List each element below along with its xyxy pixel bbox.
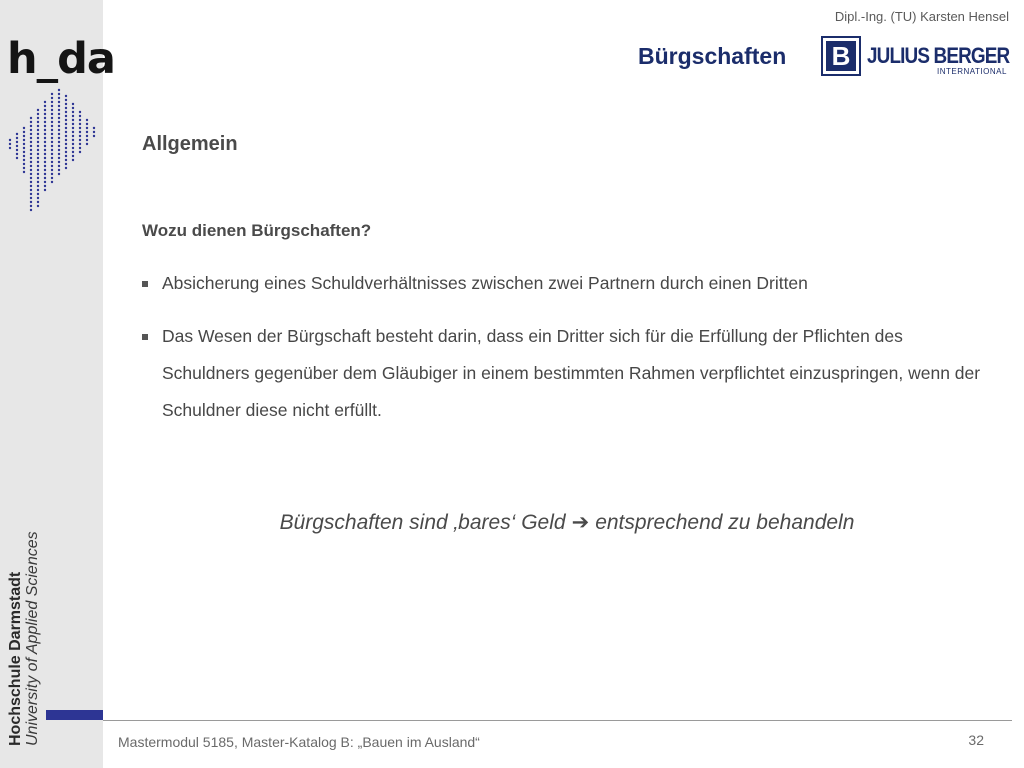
page-number: 32: [968, 732, 984, 748]
julius-berger-logo-letter: B: [826, 41, 856, 71]
institution-subtitle: University of Applied Sciences: [23, 531, 41, 746]
julius-berger-logo-name: JULIUS BERGER: [867, 43, 1010, 68]
julius-berger-logo: [821, 36, 1013, 78]
hda-logo-dot-pattern: [4, 88, 100, 218]
section-heading: Allgemein: [142, 133, 238, 155]
institution-name: Hochschule Darmstadt: [7, 571, 24, 746]
slide-title: Bürgschaften: [638, 43, 787, 69]
key-statement: [0, 510, 1024, 535]
author-label: Dipl.-Ing. (TU) Karsten Hensel: [834, 9, 1009, 24]
square-bullet-icon: [142, 334, 148, 340]
arrow-right-icon: ➔: [571, 511, 590, 534]
footer-divider: [103, 720, 1012, 721]
key-statement-right: entsprechend zu behandeln: [595, 511, 855, 534]
bullet-text: Absicherung eines Schuldverhältnisses zwischen zwei Partnern durch einen Dritten: [162, 273, 808, 293]
sidebar-accent-bar: [46, 710, 103, 720]
institution-vertical-label: [8, 531, 42, 746]
bullet-text: Das Wesen der Bürgschaft besteht darin, dass ein Dritter sich für die Erfüllung der Pflichten des Schuldners gegenüber dem Gläubiger in einem bestimmten Rahmen verpflichtet einzuspringen, wenn der Schuldner diese nicht erfüllt.: [162, 326, 981, 420]
sidebar: [0, 0, 115, 768]
square-bullet-icon: [142, 281, 148, 287]
julius-berger-logo-sub: INTERNATIONAL: [937, 67, 1007, 76]
hda-logo-text: h_da: [7, 34, 115, 84]
footer-course-label: Mastermodul 5185, Master-Katalog B: „Bauen im Ausland“: [118, 734, 480, 750]
question-heading: Wozu dienen Bürgschaften?: [142, 221, 372, 240]
julius-berger-logo-mark: [821, 36, 861, 76]
key-statement-left: Bürgschaften sind ‚bares‘ Geld: [279, 511, 566, 534]
